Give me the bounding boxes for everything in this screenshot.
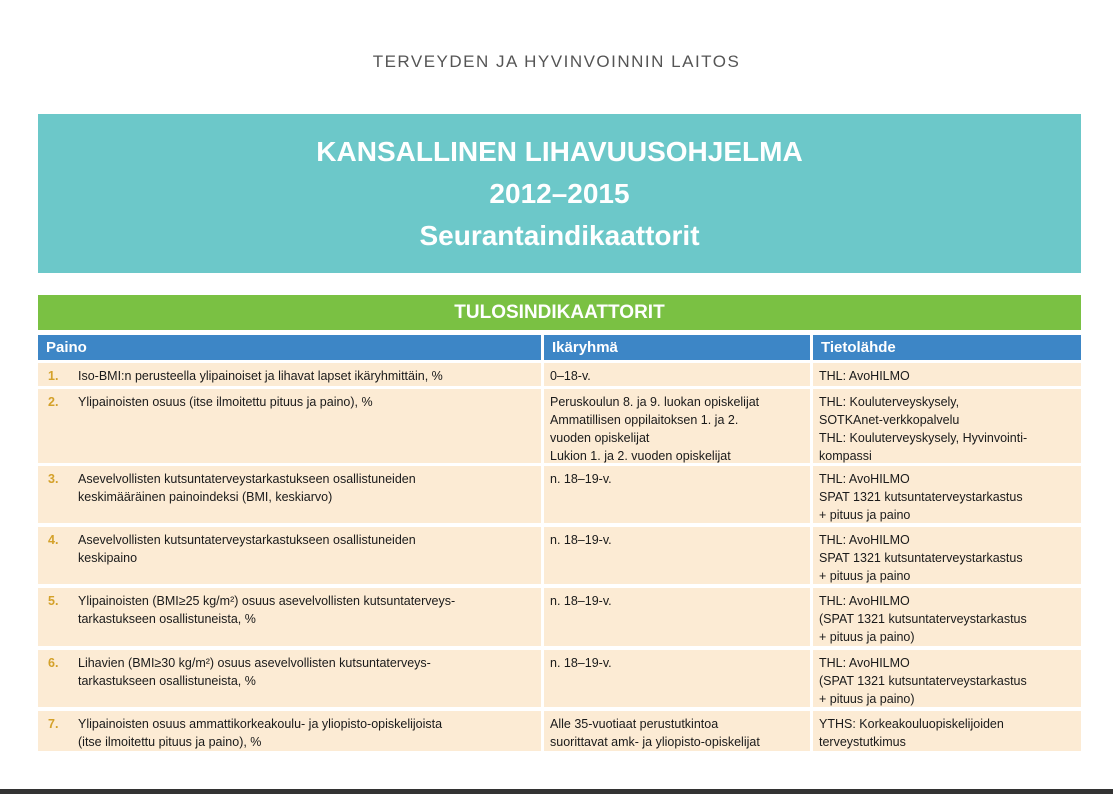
- column-header-tietolahde: Tietolähde: [813, 335, 1081, 360]
- age-group: n. 18–19-v.: [544, 527, 810, 584]
- indicator-text: Ylipainoisten osuus ammattikorkeakoulu- ja yliopisto-opiskelijoista (itse ilmoitettu pituus ja paino), %: [78, 717, 443, 749]
- table-row: [0, 363, 1113, 386]
- data-source: THL: AvoHILMO (SPAT 1321 kutsuntaterveystarkastus + pituus ja paino): [813, 588, 1081, 646]
- column-header-paino: Paino: [38, 335, 541, 360]
- indicator-text: Ylipainoisten (BMI≥25 kg/m²) osuus asevelvollisten kutsuntaterveys- tarkastukseen osallistuneista, %: [78, 594, 456, 626]
- organization-name: TERVEYDEN JA HYVINVOINNIN LAITOS: [372, 52, 741, 71]
- document-subtitle: Seurantaindikaattorit: [419, 219, 700, 251]
- age-group: n. 18–19-v.: [544, 650, 810, 707]
- row-number: 1.: [48, 369, 59, 383]
- indicator-text: Iso-BMI:n perusteella ylipainoiset ja lihavat lapset ikäryhmittäin, %: [78, 369, 443, 383]
- indicator-text: Ylipainoisten osuus (itse ilmoitettu pituus ja paino), %: [78, 395, 373, 409]
- row-number: 5.: [48, 594, 59, 608]
- bottom-border: [0, 789, 1113, 794]
- row-number: 4.: [48, 533, 59, 547]
- age-group: n. 18–19-v.: [544, 588, 810, 646]
- data-source: THL: AvoHILMO: [813, 363, 1081, 386]
- row-number: 3.: [48, 472, 59, 486]
- row-number: 6.: [48, 656, 59, 670]
- data-source: THL: AvoHILMO (SPAT 1321 kutsuntaterveystarkastus + pituus ja paino): [813, 650, 1081, 707]
- indicator-text: Asevelvollisten kutsuntaterveystarkastukseen osallistuneiden keskimääräinen painoindeksi (BMI, keskiarvo): [78, 472, 416, 504]
- program-years: 2012–2015: [489, 177, 630, 209]
- data-source: THL: AvoHILMO SPAT 1321 kutsuntaterveystarkastus + pituus ja paino: [813, 527, 1081, 584]
- indicator-text: Asevelvollisten kutsuntaterveystarkastukseen osallistuneiden keskipaino: [78, 533, 416, 565]
- row-number: 7.: [48, 717, 59, 731]
- indicator-text: Lihavien (BMI≥30 kg/m²) osuus asevelvollisten kutsuntaterveys- tarkastukseen osallistuneista, %: [78, 656, 431, 688]
- age-group: n. 18–19-v.: [544, 466, 810, 523]
- table-row: [0, 466, 1113, 523]
- table-row: [0, 527, 1113, 584]
- section-heading: TULOSINDIKAATTORIT: [38, 295, 1081, 330]
- table-row: [0, 711, 1113, 751]
- table-row: [0, 389, 1113, 463]
- age-group: Alle 35-vuotiaat perustutkintoa suorittavat amk- ja yliopisto-opiskelijat: [544, 711, 810, 751]
- row-number: 2.: [48, 395, 59, 409]
- column-header-ikaryhma: Ikäryhmä: [544, 335, 810, 360]
- table-row: [0, 650, 1113, 707]
- table-row: [0, 588, 1113, 646]
- data-source: THL: Kouluterveyskysely, SOTKAnet-verkkopalvelu THL: Kouluterveyskysely, Hyvinvointi- kompassi: [813, 389, 1081, 463]
- title-banner: [38, 114, 1081, 273]
- program-title: KANSALLINEN LIHAVUUSOHJELMA: [316, 135, 803, 167]
- data-source: THL: AvoHILMO SPAT 1321 kutsuntaterveystarkastus + pituus ja paino: [813, 466, 1081, 523]
- age-group: 0–18-v.: [544, 363, 810, 386]
- data-source: YTHS: Korkeakouluopiskelijoiden terveystutkimus: [813, 711, 1081, 751]
- age-group: Peruskoulun 8. ja 9. luokan opiskelijat Ammatillisen oppilaitoksen 1. ja 2. vuoden opiskelijat Lukion 1. ja 2. vuoden opiskelijat: [544, 389, 810, 463]
